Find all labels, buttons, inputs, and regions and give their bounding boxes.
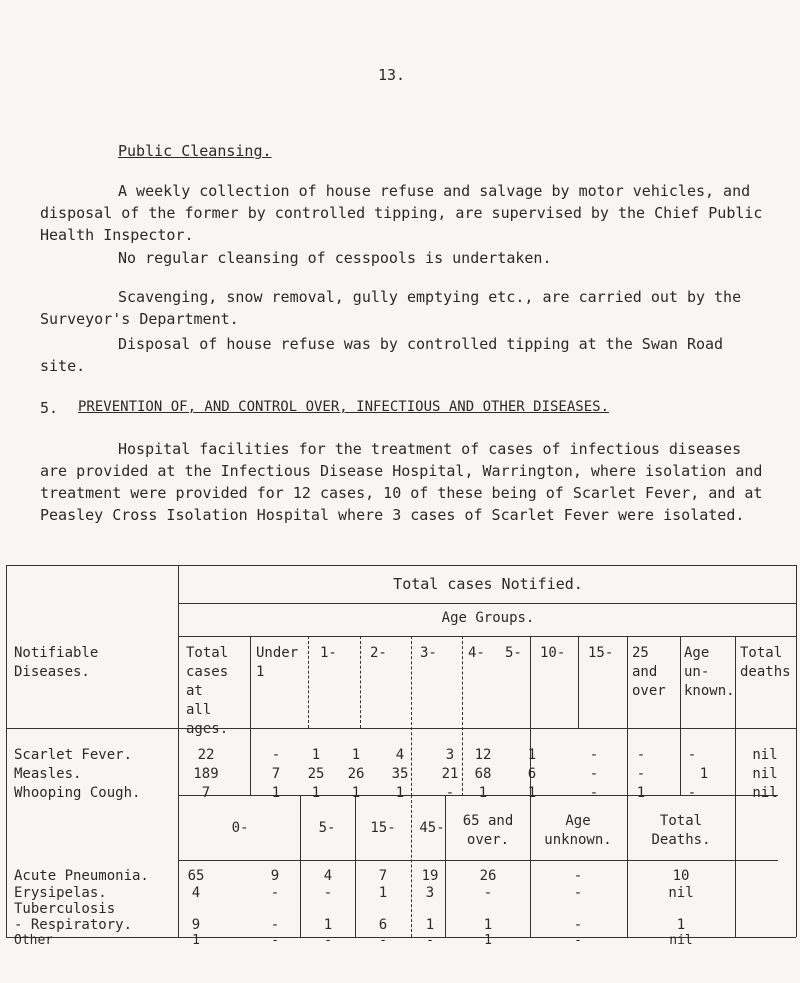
cell: 9 bbox=[191, 917, 201, 933]
cell: 35 bbox=[391, 766, 409, 782]
cell: 7 bbox=[201, 785, 211, 801]
cell: nil bbox=[752, 766, 778, 782]
section5-title: PREVENTION OF, AND CONTROL OVER, INFECTIOUS AND OTHER DISEASES. bbox=[78, 399, 610, 415]
col-total-deaths: Total deaths bbox=[740, 645, 791, 680]
cell: - bbox=[323, 885, 333, 901]
cell: 1 bbox=[425, 917, 435, 933]
cell: - bbox=[589, 766, 599, 782]
cell: 26 bbox=[347, 766, 365, 782]
cell: 3 bbox=[425, 885, 435, 901]
cell: - bbox=[271, 933, 279, 948]
section5-number: 5. bbox=[40, 399, 59, 417]
header-age-groups: Age Groups. bbox=[441, 610, 535, 626]
cell: 1 bbox=[351, 747, 361, 763]
disease-erysipelas: Erysipelas. bbox=[14, 885, 107, 901]
cell: 1 bbox=[676, 917, 686, 933]
cell: 25 bbox=[307, 766, 325, 782]
cell: 21 bbox=[441, 766, 459, 782]
cell: 6 bbox=[378, 917, 388, 933]
age-col-10: 10- bbox=[540, 645, 566, 661]
cell: 19 bbox=[421, 868, 439, 884]
cell: 4 bbox=[323, 868, 333, 884]
paragraph-refuse-collection: A weekly collection of house refuse and salvage by motor vehicles, and disposal of the former by controlled tipping, are supervised by the Chief Public Health Inspector. bbox=[40, 182, 763, 244]
cell: 1 bbox=[478, 785, 488, 801]
cell: - bbox=[270, 917, 280, 933]
age-col-3: 3- bbox=[420, 645, 437, 661]
disease-measles: Measles. bbox=[14, 766, 82, 782]
age-col-2: 2- bbox=[370, 645, 387, 661]
cell: - bbox=[687, 747, 697, 763]
cell: nil bbox=[669, 933, 693, 948]
cell: 65 bbox=[187, 868, 205, 884]
cell: - bbox=[270, 885, 280, 901]
cell: 6 bbox=[527, 766, 537, 782]
cell: 189 bbox=[193, 766, 219, 782]
cell: - bbox=[636, 747, 646, 763]
disease-whooping-cough: Whooping Cough. bbox=[14, 785, 141, 801]
age2-col-5: 5- bbox=[318, 820, 336, 836]
paragraph-scavenging: Scavenging, snow removal, gully emptying etc., are carried out by the Surveyor's Department. bbox=[40, 288, 742, 328]
cell: - bbox=[445, 785, 455, 801]
cell: 1 bbox=[483, 917, 493, 933]
age2-col-15: 15- bbox=[370, 820, 396, 836]
cell: 10 bbox=[672, 868, 690, 884]
cell: 1 bbox=[192, 933, 200, 948]
age-col-5: 5- bbox=[505, 645, 522, 661]
age2-col-65-over: 65 and over. bbox=[462, 813, 514, 848]
cell: - bbox=[324, 933, 332, 948]
cell: nil bbox=[752, 747, 778, 763]
header-total-cases: Total cases Notified. bbox=[393, 575, 583, 593]
age-col-under-1: Under 1 bbox=[256, 645, 299, 680]
age-col-1: 1- bbox=[320, 645, 337, 661]
cell: 1 bbox=[378, 885, 388, 901]
cell: 9 bbox=[270, 868, 280, 884]
paragraph-disposal: Disposal of house refuse was by controlled tipping at the Swan Road site. bbox=[40, 335, 724, 375]
age-col-25-over: 25 and over bbox=[632, 645, 666, 699]
age-col-15: 15- bbox=[588, 645, 614, 661]
cell: - bbox=[574, 933, 582, 948]
cell: nil bbox=[668, 885, 694, 901]
cell: - bbox=[426, 933, 434, 948]
cell: 1 bbox=[699, 766, 709, 782]
cell: 1 bbox=[311, 785, 321, 801]
cell: - bbox=[573, 885, 583, 901]
cell: 68 bbox=[474, 766, 492, 782]
col-total-all-ages: Total cases at all ages. bbox=[186, 645, 229, 737]
cell: 12 bbox=[474, 747, 492, 763]
cell: nil bbox=[752, 785, 778, 801]
disease-tb-respiratory: - Respiratory. bbox=[14, 917, 133, 933]
cell: 1 bbox=[323, 917, 333, 933]
disease-tb-other: Other bbox=[14, 933, 54, 948]
disease-tuberculosis: Tuberculosis bbox=[14, 901, 116, 917]
cell: 7 bbox=[271, 766, 281, 782]
cell: - bbox=[687, 785, 697, 801]
age2-col-45: 45- bbox=[419, 820, 445, 836]
cell: 22 bbox=[197, 747, 215, 763]
cell: 1 bbox=[351, 785, 361, 801]
paragraph-cesspools: No regular cleansing of cesspools is undertaken. bbox=[118, 249, 552, 267]
cell: - bbox=[379, 933, 387, 948]
cell: 7 bbox=[378, 868, 388, 884]
cell: 1 bbox=[395, 785, 405, 801]
cell: 1 bbox=[271, 785, 281, 801]
age-col-unknown: Age un- known. bbox=[684, 645, 735, 699]
cell: - bbox=[271, 747, 281, 763]
cell: - bbox=[589, 785, 599, 801]
page-number: 13. bbox=[378, 66, 406, 84]
cell: - bbox=[636, 766, 646, 782]
cell: - bbox=[573, 917, 583, 933]
cell: 1 bbox=[311, 747, 321, 763]
cell: 1 bbox=[527, 747, 537, 763]
disease-scarlet-fever: Scarlet Fever. bbox=[14, 747, 133, 763]
cell: 26 bbox=[479, 868, 497, 884]
cell: 4 bbox=[395, 747, 405, 763]
section5-paragraph: Hospital facilities for the treatment of cases of infectious diseases are provided at the Infectious Disease Hospital, Warrington, where isolation and treatment were provided for 12 cases, 10 of these being of Scarlet Fever, and at Peasley Cross Isolation Hospital where 3 cases of Scarlet Fever were isolated. bbox=[40, 440, 763, 524]
row-header-notifiable-diseases: Notifiable Diseases. bbox=[14, 645, 99, 680]
cell: - bbox=[573, 868, 583, 884]
cell: 1 bbox=[636, 785, 646, 801]
cell: 4 bbox=[191, 885, 201, 901]
cell: - bbox=[483, 885, 493, 901]
cell: 1 bbox=[527, 785, 537, 801]
age2-col-unknown: Age unknown. bbox=[544, 813, 612, 848]
cell: 3 bbox=[445, 747, 455, 763]
disease-acute-pneumonia: Acute Pneumonia. bbox=[14, 868, 149, 884]
age-col-4: 4- bbox=[468, 645, 485, 661]
age2-col-0: 0- bbox=[231, 820, 249, 836]
cell: - bbox=[589, 747, 599, 763]
age2-col-total-deaths: Total Deaths. bbox=[651, 813, 711, 848]
section-heading: Public Cleansing. bbox=[118, 142, 272, 160]
cell: 1 bbox=[484, 933, 492, 948]
